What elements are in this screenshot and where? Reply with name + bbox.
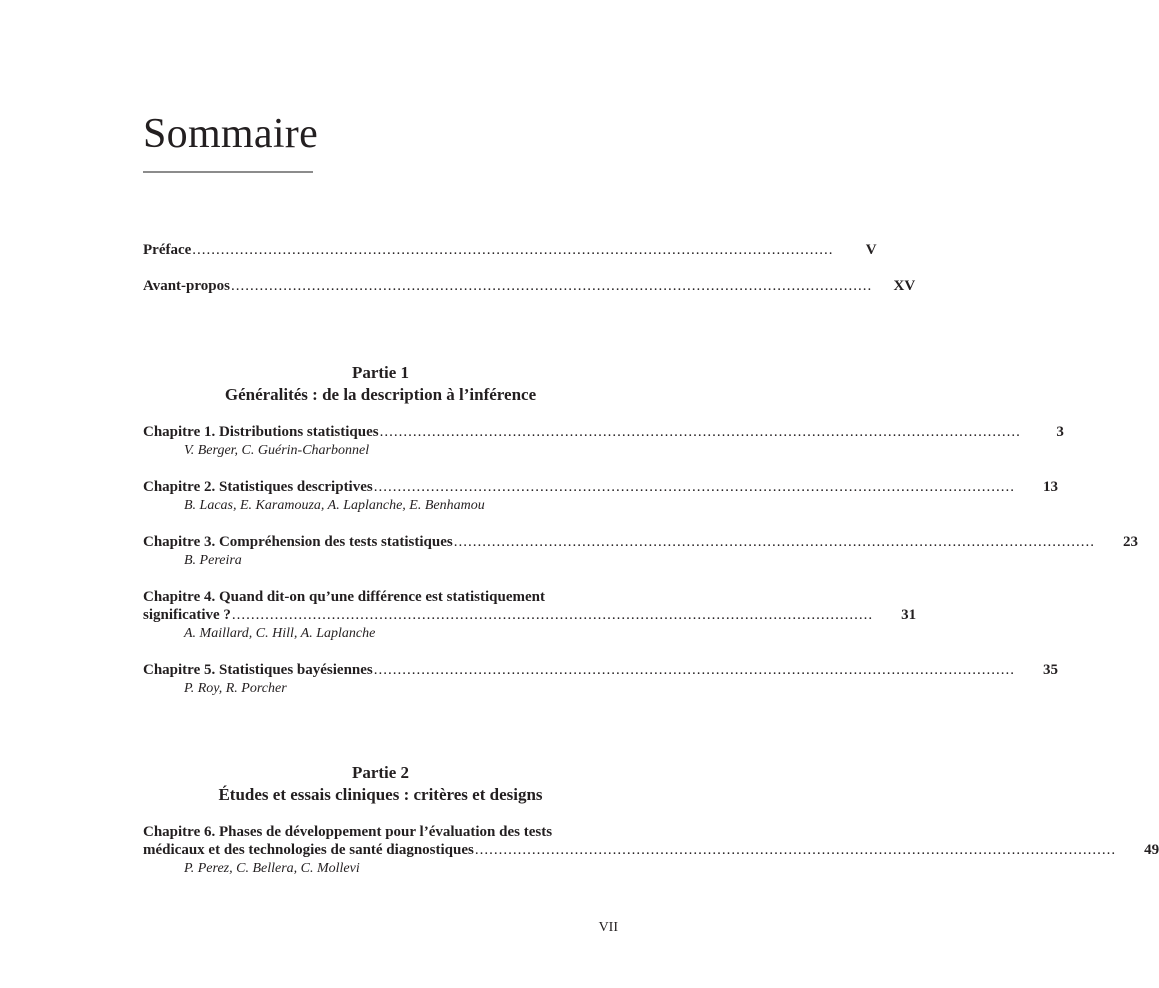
chapter-title: Chapitre 2. Statistiques descriptives [143, 479, 373, 495]
chapter-authors: V. Berger, C. Guérin-Charbonnel [184, 443, 370, 458]
toc-entry-title: Préface [143, 242, 192, 258]
part-heading-2 [143, 762, 618, 806]
toc-page-number: 31 [901, 607, 917, 623]
toc-entry-preface[interactable] [143, 241, 877, 259]
chapter-title: Chapitre 6. Phases de développement pour l’évaluation des tests [143, 824, 553, 840]
part-title: Études et essais cliniques : critères et designs [218, 785, 543, 804]
dot-leader: ....................................................................................................................................... [373, 662, 1015, 678]
toc-entry-chapter-1[interactable] [143, 423, 1064, 460]
toc-page-number: 23 [1122, 534, 1138, 550]
chapter-title-continued: significative ? [143, 607, 231, 623]
chapter-authors: P. Roy, R. Porcher [184, 681, 287, 696]
chapter-title-continued: médicaux et des technologies de santé diagnostiques [143, 842, 474, 858]
dot-leader: ....................................................................................................................................... [373, 479, 1015, 495]
dot-leader: ....................................................................................................................................... [453, 534, 1095, 550]
title-underline [143, 171, 313, 173]
toc-entry-avant-propos[interactable] [143, 277, 916, 295]
part-title: Généralités : de la description à l’inférence [224, 385, 537, 404]
toc-entry-chapter-3[interactable] [143, 533, 1138, 570]
dot-leader: ....................................................................................................................................... [379, 424, 1021, 440]
part-label: Partie 2 [351, 763, 410, 782]
page-title: Sommaire [143, 111, 319, 157]
chapter-title: Chapitre 3. Compréhension des tests statistiques [143, 534, 453, 550]
dot-leader: ....................................................................................................................................... [192, 242, 834, 258]
chapter-authors: B. Pereira [184, 553, 242, 568]
part-heading-1 [143, 362, 618, 406]
chapter-authors: B. Lacas, E. Karamouza, A. Laplanche, E. Benhamou [184, 498, 485, 513]
toc-entry-chapter-2[interactable] [143, 478, 1058, 515]
dot-leader: ....................................................................................................................................... [230, 278, 873, 294]
toc-page-number: 13 [1042, 479, 1058, 495]
toc-entry-title: Avant-propos [143, 278, 230, 294]
toc-entry-chapter-5[interactable] [143, 661, 1058, 698]
page-folio: VII [598, 920, 618, 935]
toc-entry-chapter-4[interactable] [143, 588, 917, 643]
toc-page-number: 35 [1043, 662, 1058, 678]
toc-page-number: V [865, 242, 877, 258]
toc-page-number: 49 [1144, 842, 1159, 858]
toc-entry-chapter-6[interactable] [143, 823, 1159, 878]
chapter-title: Chapitre 5. Statistiques bayésiennes [143, 662, 373, 678]
chapter-title: Chapitre 1. Distributions statistiques [143, 424, 379, 440]
toc-page-number: XV [893, 278, 916, 294]
chapter-authors: A. Maillard, C. Hill, A. Laplanche [184, 626, 376, 641]
part-label: Partie 1 [351, 363, 410, 382]
dot-leader: ....................................................................................................................................... [474, 842, 1117, 858]
toc-page-number: 3 [1056, 424, 1064, 440]
dot-leader: ....................................................................................................................................... [231, 607, 874, 623]
chapter-title: Chapitre 4. Quand dit-on qu’une différence est statistiquement [143, 589, 545, 605]
chapter-authors: P. Perez, C. Bellera, C. Mollevi [184, 861, 360, 876]
